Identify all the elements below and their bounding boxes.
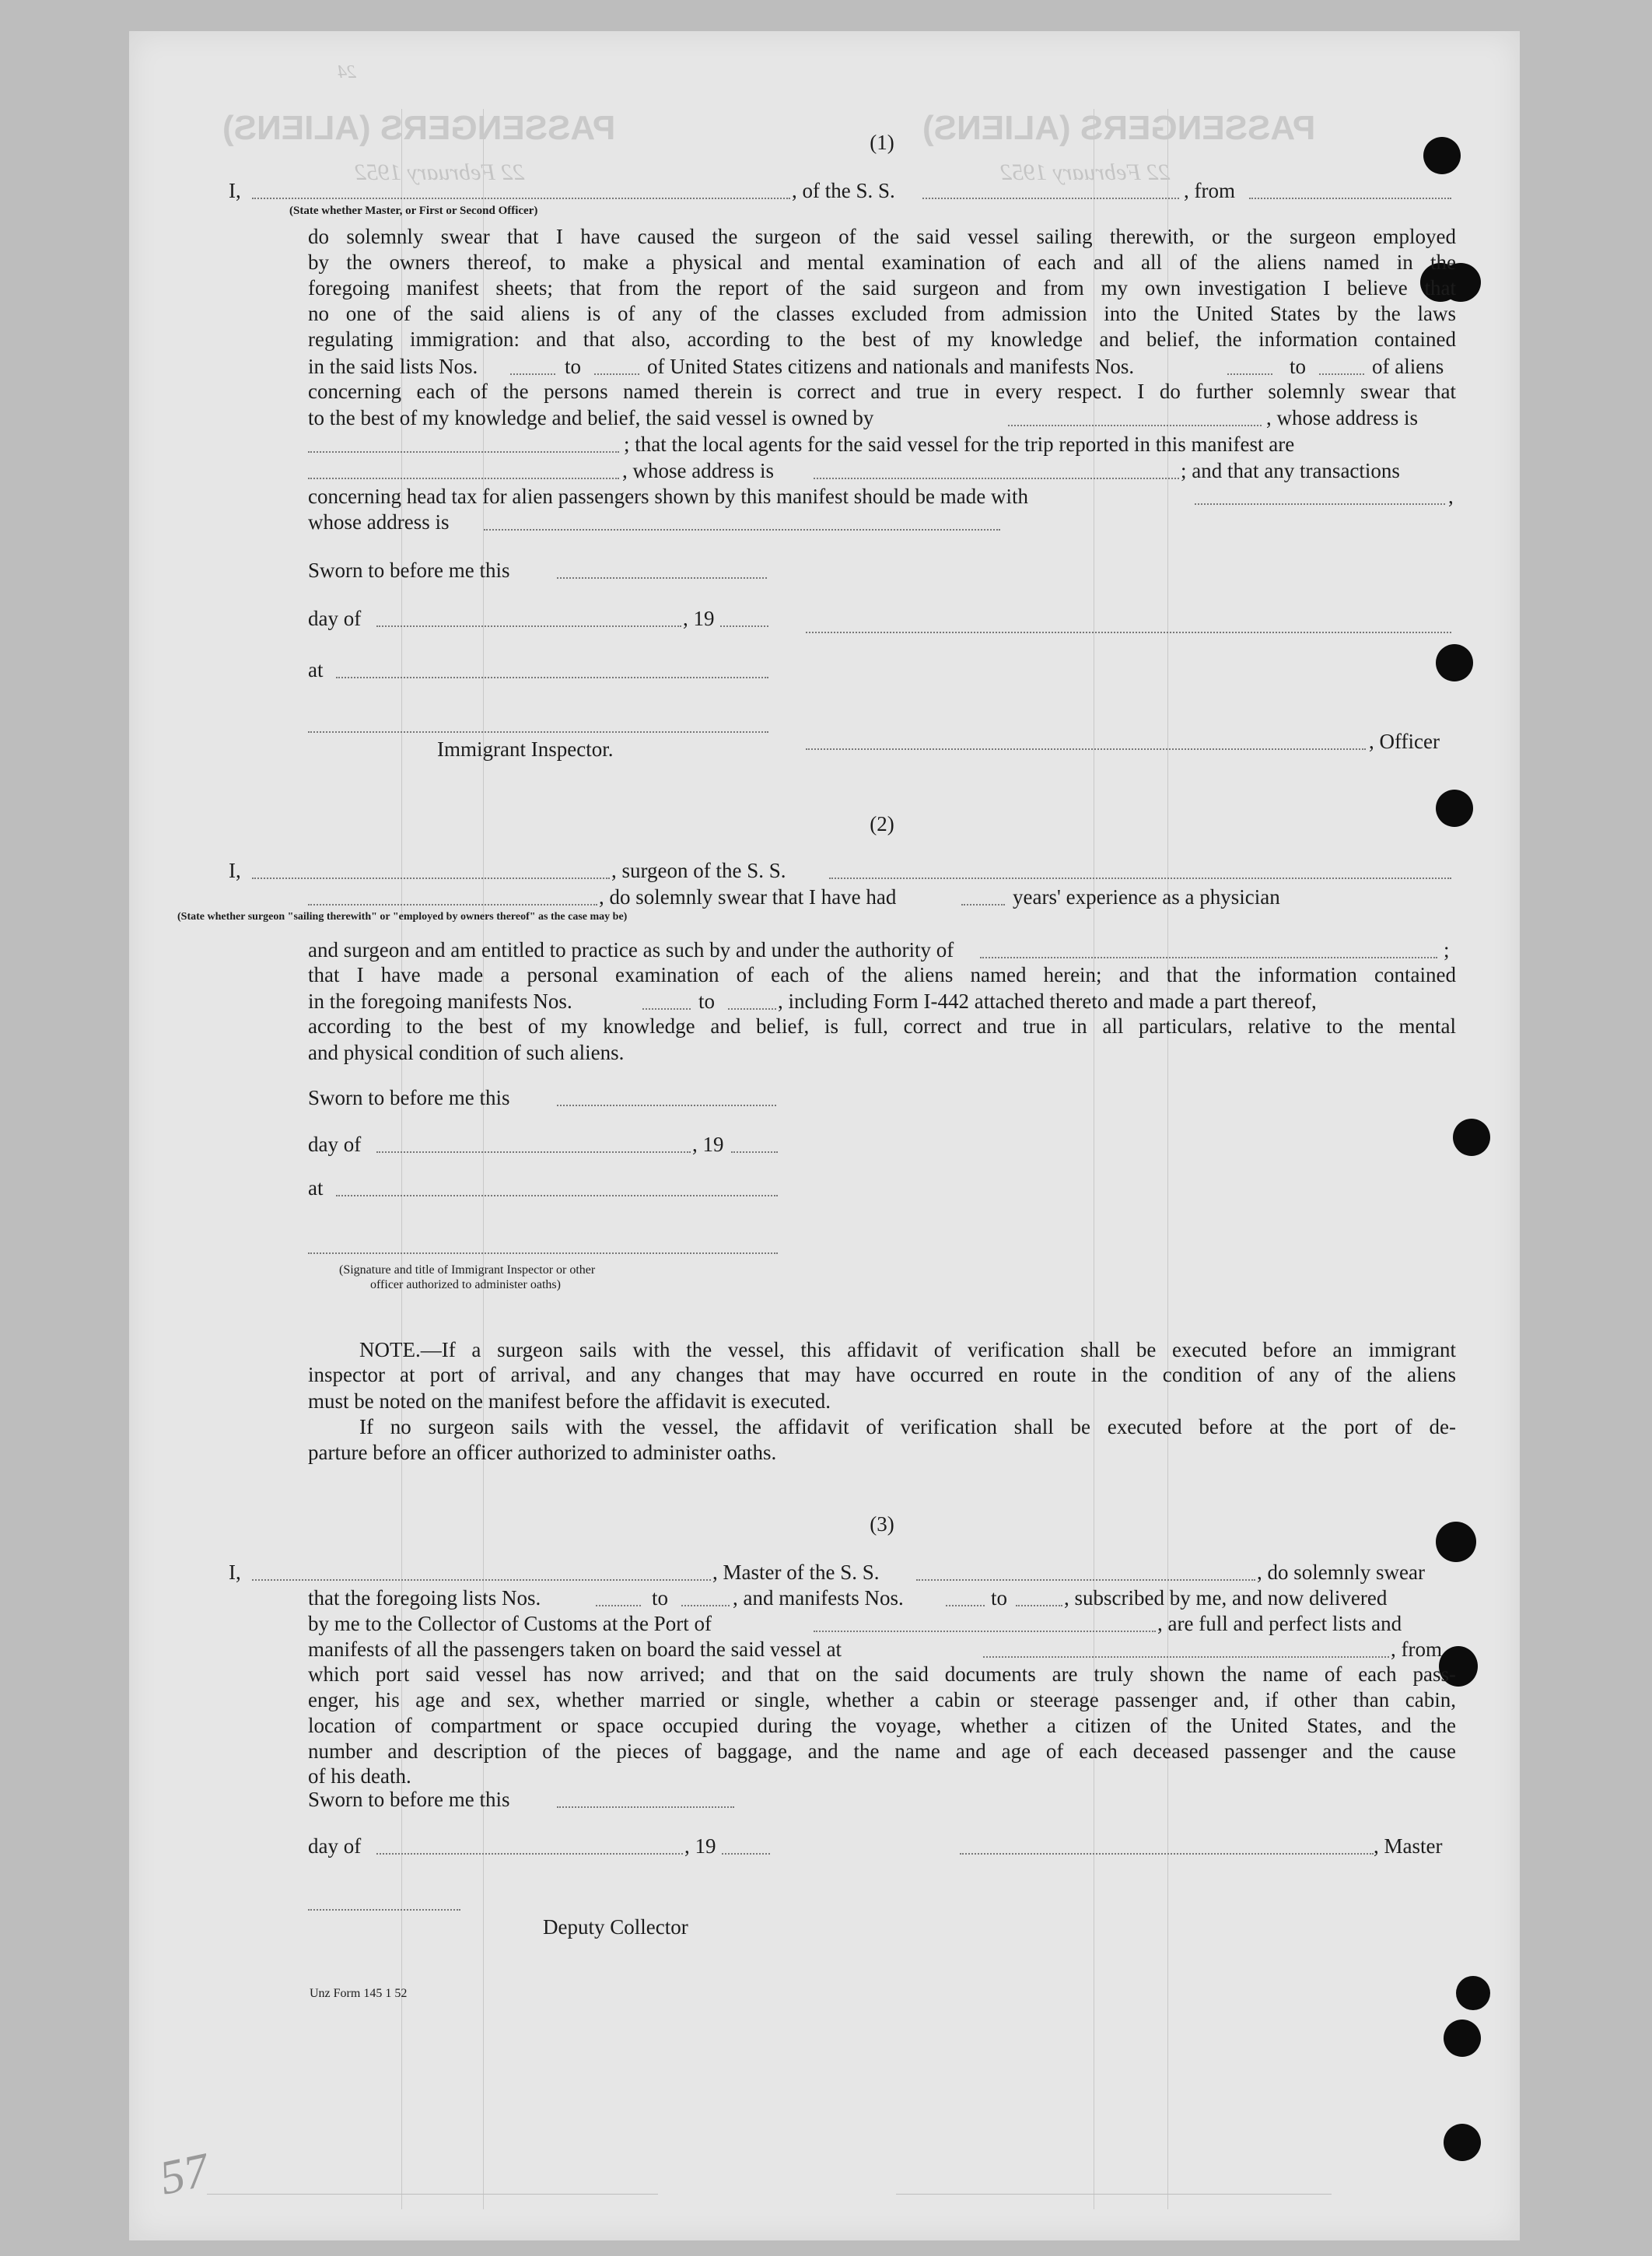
s2-sworn-field[interactable]: [557, 1105, 776, 1106]
punch-hole: [1453, 1119, 1490, 1156]
s2-authority-field[interactable]: [980, 957, 1437, 958]
bleed-title-right: PASSENGERS (ALIENS): [922, 109, 1316, 147]
s3-line-7: number and description of the pieces of baggage, and the name and age of each deceased passenger and the cause: [308, 1739, 1456, 1763]
s3-collector-signature-field[interactable]: [308, 1909, 460, 1911]
s3-lists-from-field[interactable]: [596, 1605, 641, 1606]
note-line-4: If no surgeon sails with the vessel, the affidavit of verification shall be executed before at the port of de-: [359, 1415, 1456, 1438]
s1-manifests-to-field[interactable]: [1319, 373, 1364, 375]
s3-lists-to: to: [652, 1586, 669, 1610]
s1-agents-address-field[interactable]: [814, 478, 1179, 479]
s1-sworn: Sworn to before me this: [308, 559, 510, 582]
s1-at-field[interactable]: [336, 677, 768, 678]
s1-vessel-field[interactable]: [922, 198, 1179, 199]
s3-line-5: enger, his age and sex, whether married or single, whether a cabin or steerage passenger and, if other than cabin,: [308, 1688, 1456, 1711]
s2-at: at: [308, 1176, 324, 1200]
s3-sworn: Sworn to before me this: [308, 1788, 510, 1811]
bleed-rule: [207, 2194, 658, 2195]
s2-years-field[interactable]: [961, 904, 1005, 906]
s2-surgeon-name-field[interactable]: [252, 878, 610, 879]
s1-line-2: by the owners thereof, to make a physical and mental examination of each and all of the aliens named in the: [308, 250, 1456, 274]
s1-day-of: day of: [308, 607, 362, 630]
bleed-date-right: 22 February 1952: [1000, 159, 1171, 185]
s3-boarding-port-field[interactable]: [983, 1656, 1389, 1658]
s3-manifests-from-field[interactable]: [946, 1605, 985, 1606]
bleed-title-left: PASSENGERS (ALIENS): [222, 109, 616, 147]
s3-taken-on-board: manifests of all the passengers taken on board the said vessel at: [308, 1638, 842, 1661]
s1-line-1: do solemnly swear that I have caused the surgeon of the said vessel sailing therewith, or the surgeon employed: [308, 225, 1456, 248]
s3-manifests-to: to: [991, 1586, 1008, 1610]
s1-officer-title-field[interactable]: [806, 748, 1366, 750]
s1-line-4: no one of the said aliens is of any of the classes excluded from admission into the United States by the laws: [308, 302, 1456, 325]
s2-years-experience: years' experience as a physician: [1013, 885, 1280, 909]
note-line-1: NOTE.—If a surgeon sails with the vessel, this affidavit of verification shall be executed before an immigrant: [359, 1338, 1456, 1361]
section-2-number: (2): [870, 812, 894, 835]
s2-surgeon-note: (State whether surgeon "sailing therewith" or "employed by owners thereof" as the case may be): [177, 911, 628, 923]
s2-line-4: according to the best of my knowledge and belief, is full, correct and true in all particulars, relative to the mental: [308, 1014, 1456, 1038]
s1-owned-by: to the best of my knowledge and belief, the said vessel is owned by: [308, 406, 874, 429]
s1-manifests-to: to: [1290, 355, 1307, 378]
s3-line-8: of his death.: [308, 1764, 411, 1788]
s1-head-tax-comma: ,: [1448, 485, 1454, 508]
bleed-column-line: [1167, 109, 1168, 2209]
s3-line-4: which port said vessel has now arrived; and that on the said documents are truly shown the name of each pass-: [308, 1662, 1456, 1686]
s1-of-aliens: of aliens: [1372, 355, 1444, 378]
s1-from: , from: [1184, 179, 1235, 202]
s3-line-6: location of compartment or space occupied during the voyage, whether a citizen of the United States, and the: [308, 1714, 1456, 1737]
s2-signature-note-2: officer authorized to administer oaths): [370, 1278, 561, 1291]
s1-officer-note: (State whether Master, or First or Second Officer): [289, 205, 538, 217]
s3-lists-nos: that the foregoing lists Nos.: [308, 1586, 541, 1610]
s1-manifests-from-field[interactable]: [1227, 373, 1272, 375]
s1-agents-field[interactable]: [308, 478, 619, 479]
s3-deputy-collector: Deputy Collector: [543, 1915, 688, 1939]
s3-full-perfect: , are full and perfect lists and: [1157, 1612, 1402, 1635]
s1-inspector-signature-field[interactable]: [308, 731, 768, 733]
s1-sworn-field[interactable]: [557, 577, 767, 579]
s3-solemnly-swear: , do solemnly swear: [1257, 1561, 1425, 1584]
s1-owner-field[interactable]: [1008, 425, 1262, 426]
s1-head-tax: concerning head tax for alien passengers shown by this manifest should be made with: [308, 485, 1029, 508]
s1-owner-address-label: , whose address is: [1266, 406, 1418, 429]
s3-nineteen: , 19: [684, 1834, 716, 1858]
s1-lists-to-field[interactable]: [594, 373, 639, 375]
s3-sworn-field[interactable]: [557, 1806, 734, 1808]
s2-manifests-nos: in the foregoing manifests Nos.: [308, 990, 572, 1013]
s1-of-ss: , of the S. S.: [792, 179, 895, 202]
s3-master-of-ss: , Master of the S. S.: [712, 1561, 880, 1584]
s1-nineteen: , 19: [683, 607, 715, 630]
s1-from-field[interactable]: [1249, 198, 1451, 199]
s3-manifests-to-field[interactable]: [1016, 1605, 1062, 1606]
manifest-sheet: [129, 31, 1520, 2240]
punch-hole: [1456, 1976, 1490, 2010]
s1-officer-name-field[interactable]: [252, 198, 790, 199]
form-identifier: Unz Form 145 1 52: [310, 1987, 408, 2000]
s1-line-7: concerning each of the persons named therein is correct and true in every respect. I do further solemnly swear that: [308, 380, 1456, 403]
s1-officer-signature-field[interactable]: [806, 632, 1451, 633]
s3-master-signature-field[interactable]: [960, 1853, 1374, 1855]
section-3-number: (3): [870, 1512, 894, 1536]
section-1-number: (1): [870, 131, 894, 154]
punch-hole: [1436, 644, 1473, 681]
s2-solemnly-swear: , do solemnly swear that I have had: [599, 885, 897, 909]
s2-vessel-field[interactable]: [829, 878, 1451, 879]
s3-from: , from: [1391, 1638, 1442, 1661]
s2-surgeon-type-field[interactable]: [308, 904, 597, 906]
s2-day-of: day of: [308, 1133, 362, 1156]
s3-day-of: day of: [308, 1834, 362, 1858]
bleed-rule: [896, 2194, 1332, 2195]
s1-line-5: regulating immigration: and that also, according to the best of my knowledge and belief, the information contained: [308, 328, 1456, 351]
s3-port-field[interactable]: [814, 1631, 1156, 1632]
s2-authority: and surgeon and am entitled to practice as such by and under the authority of: [308, 938, 954, 962]
note-line-2: inspector at port of arrival, and any changes that may have occurred en route in the condition of any of the aliens: [308, 1363, 1456, 1386]
s2-inspector-signature-field[interactable]: [308, 1252, 778, 1254]
s3-subscribed: , subscribed by me, and now delivered: [1064, 1586, 1388, 1610]
s3-vessel-field[interactable]: [916, 1579, 1255, 1581]
s1-agents-address-label: , whose address is: [622, 459, 774, 482]
s1-owner-address-field[interactable]: [308, 451, 619, 453]
s1-day-field[interactable]: [376, 625, 681, 627]
s2-manifests-from-field[interactable]: [642, 1008, 691, 1010]
s1-transactions: ; and that any transactions: [1181, 459, 1400, 482]
s3-year-field[interactable]: [722, 1853, 770, 1855]
s3-master-name-field[interactable]: [252, 1579, 711, 1581]
s1-local-agents: ; that the local agents for the said vessel for the trip reported in this manifest are: [624, 433, 1295, 456]
s1-i: I,: [229, 179, 241, 202]
handwritten-page-number: 57: [155, 2143, 214, 2205]
s1-whose-address: whose address is: [308, 510, 450, 534]
s1-head-tax-field[interactable]: [1195, 503, 1445, 505]
s1-inspector-label: Immigrant Inspector.: [437, 737, 614, 761]
note-line-3: must be noted on the manifest before the affidavit is executed.: [308, 1389, 831, 1413]
s1-citizens: of United States citizens and nationals and manifests Nos.: [647, 355, 1135, 378]
punch-hole: [1444, 2124, 1481, 2161]
s2-i: I,: [229, 859, 241, 882]
s3-day-field[interactable]: [376, 1853, 683, 1855]
s1-head-tax-address-field[interactable]: [484, 529, 1000, 531]
s3-collector-port: by me to the Collector of Customs at the Port of: [308, 1612, 712, 1635]
s2-manifests-to: to: [698, 990, 716, 1013]
s2-line-5: and physical condition of such aliens.: [308, 1041, 625, 1064]
s2-form-i442: , including Form I-442 attached thereto and made a part thereof,: [778, 990, 1317, 1013]
s1-line-3: foregoing manifest sheets; that from the report of the said surgeon and from my own investigation I believe that: [308, 276, 1456, 300]
s3-lists-to-field[interactable]: [681, 1605, 730, 1606]
s3-i: I,: [229, 1561, 241, 1584]
s3-manifests-nos: , and manifests Nos.: [733, 1586, 904, 1610]
note-line-5: parture before an officer authorized to administer oaths.: [308, 1441, 777, 1464]
s2-signature-note-1: (Signature and title of Immigrant Inspector or other: [339, 1263, 596, 1277]
s1-officer-label: , Officer: [1369, 730, 1440, 753]
s2-year-field[interactable]: [731, 1151, 778, 1153]
s1-lists-nos: in the said lists Nos.: [308, 355, 478, 378]
s2-at-field[interactable]: [336, 1195, 778, 1196]
s2-sworn: Sworn to before me this: [308, 1086, 510, 1109]
s1-lists-to: to: [565, 355, 582, 378]
s2-line-2: that I have made a personal examination of each of the aliens named herein; and that the information contained: [308, 963, 1456, 986]
s2-authority-semicolon: ;: [1444, 938, 1450, 962]
s2-surgeon-of-ss: , surgeon of the S. S.: [611, 859, 786, 882]
s3-master-label: , Master: [1374, 1834, 1443, 1858]
s1-at: at: [308, 658, 324, 681]
s1-lists-from-field[interactable]: [510, 373, 555, 375]
s2-nineteen: , 19: [692, 1133, 724, 1156]
bleed-page-mark: 24: [338, 62, 356, 82]
s2-day-field[interactable]: [376, 1151, 691, 1153]
bleed-date-left: 22 February 1952: [355, 159, 525, 185]
s1-year-field[interactable]: [720, 625, 768, 627]
s2-manifests-to-field[interactable]: [728, 1008, 776, 1010]
punch-hole: [1444, 2020, 1481, 2057]
